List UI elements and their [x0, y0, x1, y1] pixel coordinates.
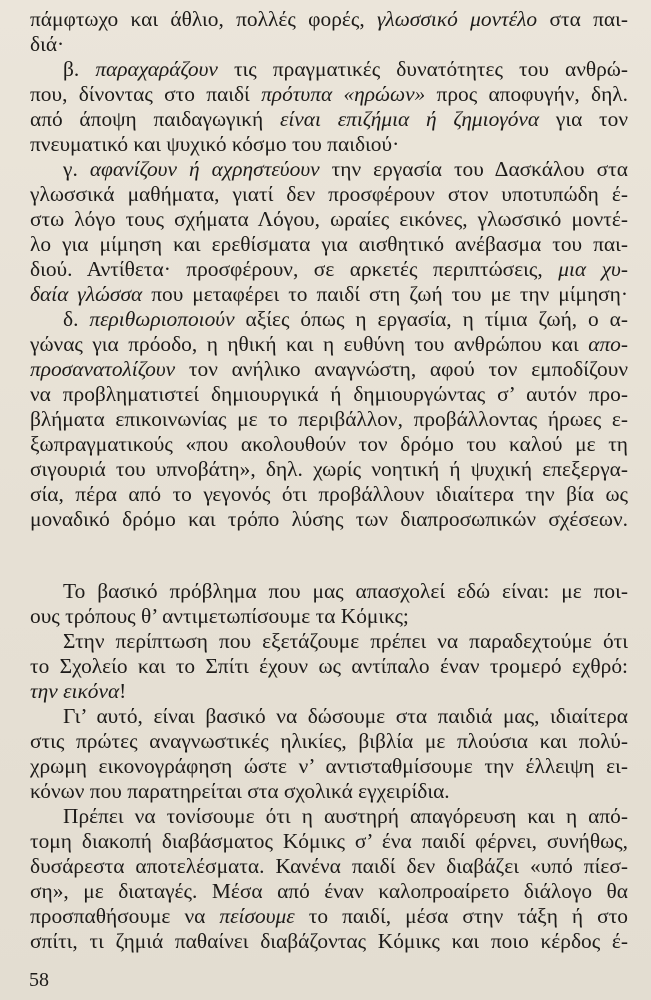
text-run: διά· — [30, 32, 65, 56]
text-line — [30, 157, 628, 182]
text-line — [30, 207, 628, 232]
text-line — [30, 407, 628, 432]
paragraph-gap — [30, 532, 628, 579]
text-run: τις πραγματικές δυνατότητες του ανθρώ- — [217, 57, 628, 81]
text-run: βλήματα επικοινωνίας με το περιβάλλον, προβάλλοντας ήρωες ε- — [30, 407, 628, 431]
text-line — [30, 729, 628, 754]
text-line — [30, 307, 628, 332]
italic-text: την εικόνα — [30, 679, 120, 703]
text-run: Πρέπει να τονίσουμε ότι η αυστηρή απαγόρευση και η από- — [63, 804, 628, 828]
text-run: τομη διακοπή διαβάσματος Κόμικς σ’ ένα παιδί φέρνει, συνήθως, — [30, 829, 628, 853]
text-run: να προβληματιστεί δημιουργικά ή δημιουργώντας σ’ αυτόν προ- — [30, 382, 628, 406]
italic-text: περιθωριοποιούν — [89, 307, 235, 331]
text-run: πνευματικό και ψυχικό κόσμο του παιδιού· — [30, 132, 400, 156]
text-run: προσπαθήσουμε να — [30, 904, 220, 928]
text-line — [30, 7, 628, 32]
text-line — [30, 357, 628, 382]
text-run: λο για μίμηση και ερεθίσματα για αισθητικό ανέβασμα του παι- — [30, 232, 628, 256]
text-run: γ. — [63, 157, 90, 181]
italic-text: είναι επιζήμια ή ζημιογόνα — [279, 107, 540, 131]
text-run: δ. — [63, 307, 90, 331]
text-line — [30, 804, 628, 829]
page-number: 58 — [29, 969, 49, 991]
text-line — [30, 457, 628, 482]
text-run: δυσάρεστα αποτελέσματα. Κανένα παιδί δεν διαβάζει «υπό πίεσ- — [30, 854, 628, 878]
text-line — [30, 132, 628, 157]
text-line — [30, 107, 628, 132]
text-line — [30, 382, 628, 407]
text-run: Στην περίπτωση που εξετάζουμε πρέπει να παραδεχτούμε ότι — [63, 629, 628, 653]
italic-text: παραχαράζουν — [95, 57, 218, 81]
text-line — [30, 507, 628, 532]
text-run: τον ανήλικο αναγνώστη, αφού τον εμποδίζουν — [175, 357, 628, 381]
text-line — [30, 482, 628, 507]
text-line — [30, 282, 628, 307]
text-run: β. — [63, 57, 96, 81]
text-line — [30, 679, 628, 704]
text-run: διού. Αντίθετα· προσφέρουν, σε αρκετές περιπτώσεις, — [30, 257, 559, 281]
text-line — [30, 332, 628, 357]
text-line — [30, 32, 628, 57]
text-run: προς αποφυγήν, δηλ. — [425, 82, 629, 106]
text-run: από άποψη παιδαγωγική — [30, 107, 280, 131]
text-line — [30, 579, 628, 604]
text-run: στις πρώτες αναγνωστικές ηλικίες, βιβλία με πλούσια και πολύ- — [30, 729, 628, 753]
text-run: αξίες όπως η εργασία, η τίμια ζωή, ο α- — [234, 307, 628, 331]
text-run: γώνας για πρόοδο, η ηθική και η ευθύνη του ανθρώπου και — [30, 332, 589, 356]
text-run: που μεταφέρει το παιδί στη ζωή του με την μίμηση· — [142, 282, 628, 306]
italic-text: προσανατολίζουν — [30, 357, 176, 381]
text-line — [30, 604, 628, 629]
text-run: που, δίνοντας στο παιδί — [30, 82, 262, 106]
text-run: ξωπραγματικούς «που ακολουθούν τον δρόμο του καλού με τη — [30, 432, 628, 456]
text-run: μοναδικό δρόμο και τρόπο λύσης των διαπροσωπικών σχέσεων. — [30, 507, 628, 531]
text-run: το παιδί, μέσα στην τάξη ή στο — [294, 904, 628, 928]
text-line — [30, 879, 628, 904]
text-line — [30, 257, 628, 282]
italic-text: γλωσσικό μοντέλο — [377, 7, 538, 31]
text-run: ση», με διαταγές. Μέσα από έναν καλοπροαίρετο διάλογο θα — [30, 879, 628, 903]
text-line — [30, 829, 628, 854]
italic-text: δαία γλώσσα — [30, 282, 143, 306]
text-run: πάμφτωχο και άθλιο, πολλές φορές, — [30, 7, 377, 31]
text-line — [30, 629, 628, 654]
text-line — [30, 704, 628, 729]
text-line — [30, 779, 628, 804]
text-line — [30, 654, 628, 679]
text-run: σιγουριά του υπνοβάτη», δηλ. χωρίς νοητική ή ψυχική επεξεργα- — [30, 457, 628, 481]
text-run: στα παι- — [537, 7, 628, 31]
italic-text: πείσουμε — [219, 904, 295, 928]
text-run: την εργασία του Δασκάλου στα — [319, 157, 628, 181]
text-run: κόνων που παρατηρείται στα σχολικά εγχειρίδια. — [30, 779, 450, 803]
text-run: Γι’ αυτό, είναι βασικό να δώσουμε στα παιδιά μας, ιδιαίτερα — [63, 704, 628, 728]
text-run: το Σχολείο και το Σπίτι έχουν ως αντίπαλο έναν τρομερό εχθρό: — [30, 654, 628, 678]
text-run: στω λόγο τους σχήματα Λόγου, ωραίες εικόνες, γλωσσικό μοντέ- — [30, 207, 628, 231]
text-line — [30, 754, 628, 779]
text-run: σπίτι, τι ζημιά παθαίνει διαβάζοντας Κόμικς και ποιο κέρδος έ- — [30, 929, 628, 953]
text-line — [30, 57, 628, 82]
body-text — [30, 7, 628, 954]
text-run: ους τρόπους θ’ αντιμετωπίσουμε τα Κόμικς; — [30, 604, 409, 628]
text-run: Το βασικό πρόβλημα που μας απασχολεί εδώ είναι: με ποι- — [63, 579, 628, 603]
italic-text: μια χυ- — [558, 257, 628, 281]
italic-text: πρότυπα «ηρώων» — [261, 82, 426, 106]
text-line — [30, 929, 628, 954]
text-line — [30, 432, 628, 457]
italic-text: αφανίζουν ή αχρηστεύουν — [89, 157, 320, 181]
italic-text: απο- — [588, 332, 628, 356]
text-run: χρωμη εικονογράφηση ώστε ν’ αντισταθμίσουμε την έλλειψη ει- — [30, 754, 628, 778]
text-run: για τον — [539, 107, 629, 131]
text-run: σία, πέρα από το γεγονός ότι προβάλλουν ιδιαίτερα την βία ως — [30, 482, 628, 506]
text-line — [30, 854, 628, 879]
text-line — [30, 904, 628, 929]
text-run: ! — [119, 679, 127, 703]
text-run: γλωσσικά μαθήματα, γιατί δεν προσφέρουν στον υποτυπώδη έ- — [30, 182, 628, 206]
text-line — [30, 82, 628, 107]
text-line — [30, 182, 628, 207]
text-line — [30, 232, 628, 257]
